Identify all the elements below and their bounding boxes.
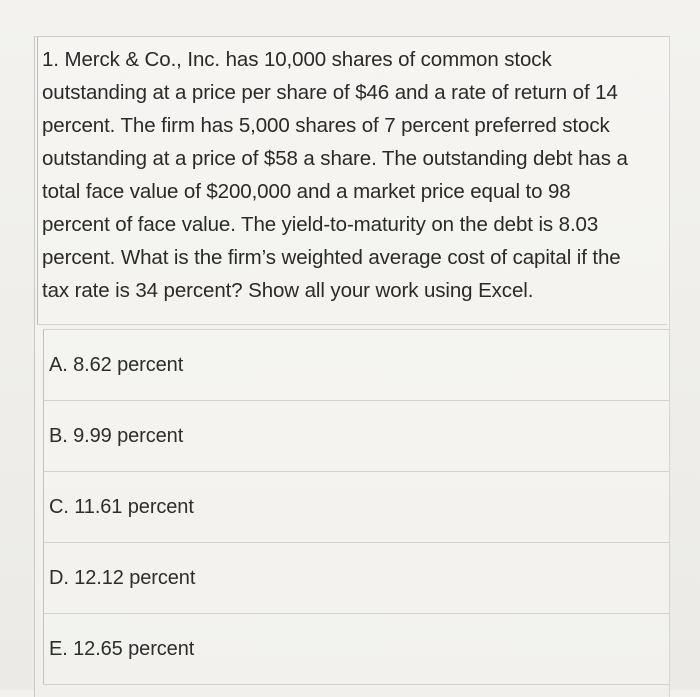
answer-option-a[interactable] <box>43 329 669 400</box>
answer-option-b[interactable] <box>43 400 669 471</box>
question-line: total face value of $200,000 and a market price equal to 98 <box>42 180 571 203</box>
question-line: outstanding at a price per share of $46 and a rate of return of 14 <box>42 81 618 104</box>
answer-option-c[interactable] <box>43 471 669 542</box>
question-line: outstanding at a price of $58 a share. The outstanding debt has a <box>42 147 628 170</box>
question-line: tax rate is 34 percent? Show all your work using Excel. <box>42 279 534 302</box>
question-line: percent. What is the firm’s weighted average cost of capital if the <box>42 246 621 269</box>
answer-option-label: C. 11.61 percent <box>49 495 194 518</box>
answer-option-label: E. 12.65 percent <box>49 637 195 660</box>
question-line: percent. The firm has 5,000 shares of 7 percent preferred stock <box>42 114 610 137</box>
question-line: percent of face value. The yield-to-maturity on the debt is 8.03 <box>42 213 599 236</box>
divider <box>43 684 669 685</box>
question-block <box>37 37 667 325</box>
question-card <box>34 36 670 697</box>
answer-option-label: D. 12.12 percent <box>49 566 196 589</box>
question-line: 1. Merck & Co., Inc. has 10,000 shares of common stock <box>42 48 552 71</box>
answer-option-d[interactable] <box>43 542 669 613</box>
answer-option-e[interactable] <box>43 613 669 684</box>
answer-option-label: A. 8.62 percent <box>49 353 184 376</box>
answer-option-label: B. 9.99 percent <box>49 424 184 447</box>
question-text <box>42 43 657 307</box>
